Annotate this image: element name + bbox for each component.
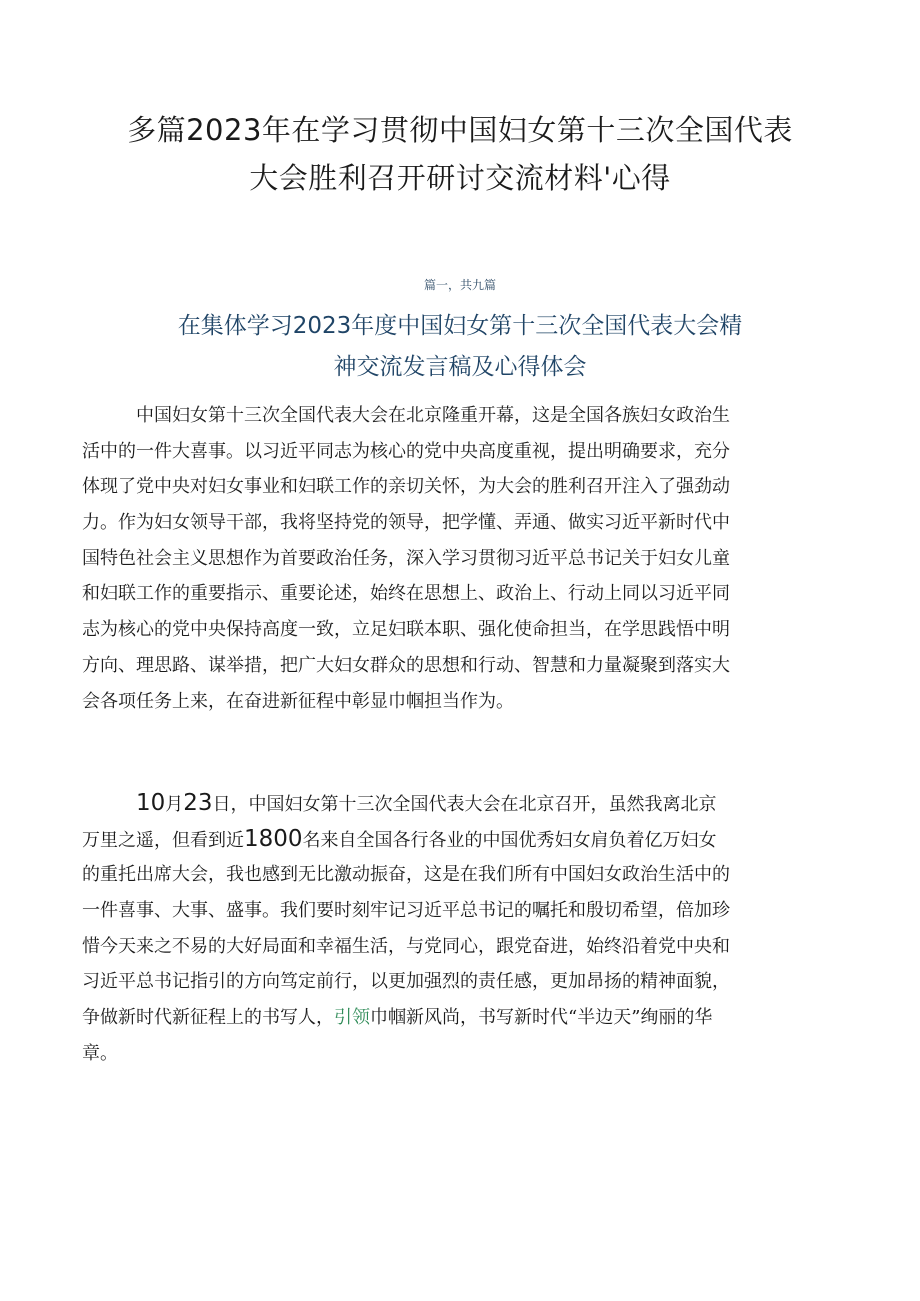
- paragraph-1-line: 会各项任务上来，在奋进新征程中彰显巾帼担当作为。: [82, 690, 514, 712]
- paragraph-2-text: 万里之遥，但看到近: [82, 829, 244, 851]
- paragraph-2-line: 的重托出席大会，我也感到无比激动振奋，这是在我们所有中国妇女政治生活中的: [82, 864, 730, 886]
- date-month-char: 月: [165, 794, 184, 815]
- section-label: 篇一，共九篇: [423, 278, 496, 292]
- paragraph-2-line: 一件喜事、大事、盛事。我们要时刻牢记习近平总书记的嘱托和殷切希望，倍加珍: [82, 900, 730, 922]
- paragraph-2: [82, 786, 852, 1072]
- paragraph-1-line: 中国妇女第十三次全国代表大会在北京隆重开幕，这是全国各族妇女政治生: [136, 405, 730, 426]
- date-day-number: 23: [183, 790, 213, 816]
- section-title: [60, 306, 860, 388]
- delegate-count: 1800: [244, 825, 303, 852]
- paragraph-2-text: 巾帼新风尚，书写新时代“半边天”绚丽的华: [370, 1007, 713, 1029]
- paragraph-2-line: 惜今天来之不易的大好局面和幸福生活，与党同心，跟党奋进，始终沿着党中央和: [82, 935, 730, 957]
- document-title: [60, 106, 860, 202]
- paragraph-2-line: 习近平总书记指引的方向笃定前行，以更加强烈的责任感，更加昂扬的精神面貌，: [82, 971, 730, 993]
- paragraph-2-text: 争做新时代新征程上的书写人，: [82, 1007, 334, 1029]
- paragraph-1-line: 和妇联工作的重要指示、重要论述，始终在思想上、政治上、行动上同以习近平同: [82, 583, 730, 605]
- document-title-line-1: 多篇2023年在学习贯彻中国妇女第十三次全国代表: [127, 113, 793, 147]
- paragraph-2-text: 日，中国妇女第十三次全国代表大会在北京召开，虽然我离北京: [212, 794, 717, 815]
- paragraph-1-line: 志为核心的党中央保持高度一致，立足妇联本职、强化使命担当，在学思践悟中明: [82, 619, 730, 641]
- section-title-line-2: 神交流发言稿及心得体会: [333, 354, 587, 380]
- date-month-number: 10: [136, 790, 166, 816]
- paragraph-1: [82, 398, 852, 719]
- paragraph-2-line: [82, 822, 852, 858]
- document-title-line-2: 大会胜利召开研讨交流材料'心得: [249, 161, 671, 195]
- paragraph-2-text: 名来自全国各行各业的中国优秀妇女肩负着亿万妇女: [302, 829, 717, 851]
- paragraph-2-line: [82, 786, 852, 822]
- paragraph-1-line: 方向、理思路、谋举措，把广大妇女群众的思想和行动、智慧和力量凝聚到落实大: [82, 654, 730, 676]
- paragraph-2-line: [82, 1000, 852, 1036]
- highlighted-link-text[interactable]: 引领: [334, 1007, 370, 1029]
- paragraph-1-line: 力。作为妇女领导干部，我将坚持党的领导，把学懂、弄通、做实习近平新时代中: [82, 512, 730, 534]
- paragraph-2-line: 章。: [82, 1042, 118, 1064]
- section-title-line-1: 在集体学习2023年度中国妇女第十三次全国代表大会精: [177, 313, 743, 339]
- paragraph-1-line: 体现了党中央对妇女事业和妇联工作的亲切关怀，为大会的胜利召开注入了强劲动: [82, 476, 730, 498]
- paragraph-1-line: 国特色社会主义思想作为首要政治任务，深入学习贯彻习近平总书记关于妇女儿童: [82, 547, 730, 569]
- paragraph-1-line: 活中的一件大喜事。以习近平同志为核心的党中央高度重视，提出明确要求，充分: [82, 440, 730, 462]
